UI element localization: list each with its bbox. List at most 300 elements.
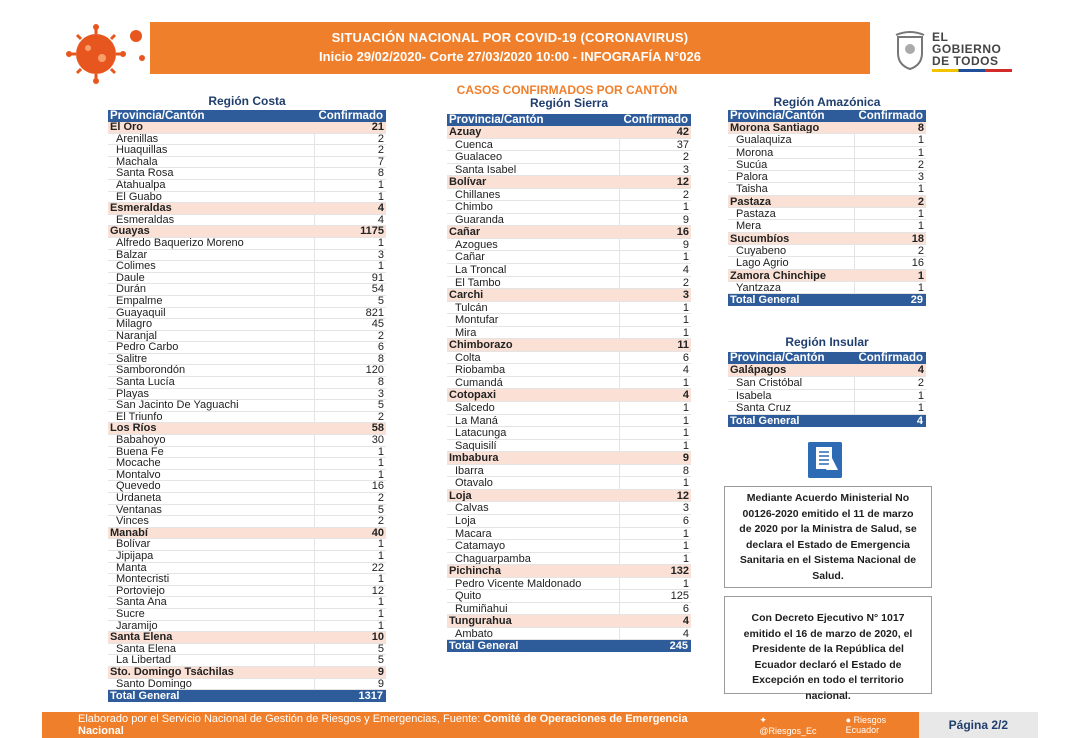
total-value: 4 — [916, 415, 923, 428]
row-name: Imbabura — [449, 452, 499, 464]
row-name: Macara — [455, 527, 492, 540]
row-name: Balzar — [116, 249, 148, 261]
row-value: 1 — [314, 447, 386, 458]
row-value: 8 — [619, 465, 691, 477]
row-name: Chillanes — [455, 188, 501, 201]
row-value: 1 — [314, 458, 386, 469]
row-name: Morona Santiago — [730, 122, 820, 134]
row-value: 4 — [377, 202, 384, 215]
row-value: 1 — [314, 609, 386, 620]
canton-row — [108, 331, 386, 343]
table-insular — [728, 352, 926, 427]
province-row — [447, 490, 691, 503]
row-name: Cotopaxi — [449, 389, 497, 402]
canton-row — [108, 296, 386, 308]
row-name: Santa Lucía — [116, 377, 175, 388]
row-value: 1 — [619, 415, 691, 427]
canton-row — [447, 314, 691, 327]
row-name: Chimborazo — [449, 339, 513, 351]
report-subtitle: Inicio 29/02/2020- Corte 27/03/2020 10:00 - INFOGRAFÍA N°026 — [319, 49, 701, 64]
row-value: 1 — [314, 597, 386, 608]
row-name: Latacunga — [455, 427, 507, 439]
row-name: Santa Isabel — [455, 163, 517, 176]
canton-row — [728, 402, 926, 415]
row-name: Rumiñahui — [455, 602, 508, 615]
canton-row — [447, 327, 691, 340]
row-name: Palora — [736, 171, 768, 183]
row-name: Montecristi — [116, 574, 170, 585]
canton-row — [108, 168, 386, 180]
row-value: 1 — [619, 302, 691, 314]
row-value: 821 — [314, 308, 386, 319]
row-value: 2 — [619, 151, 691, 163]
row-name: Colimes — [116, 261, 156, 272]
canton-row — [108, 365, 386, 377]
canton-row — [108, 389, 386, 401]
canton-row — [108, 481, 386, 493]
table-costa — [108, 110, 386, 702]
twitter-handle[interactable]: ✦ @Riesgos_Ec — [759, 714, 817, 736]
total-value: 29 — [910, 294, 923, 307]
row-value: 1 — [314, 261, 386, 272]
row-name: La Maná — [455, 414, 498, 427]
row-name: San Cristóbal — [736, 376, 803, 389]
row-value: 4 — [619, 628, 691, 640]
row-name: Santa Rosa — [116, 168, 174, 179]
footer-bar — [42, 712, 1038, 738]
total-label: Total General — [730, 294, 800, 307]
row-name: Guayaquil — [116, 307, 166, 319]
province-row — [447, 226, 691, 239]
row-name: Esmeraldas — [116, 214, 175, 226]
row-name: Cañar — [455, 251, 485, 264]
canton-row — [108, 400, 386, 412]
canton-row — [447, 352, 691, 365]
canton-row — [108, 621, 386, 633]
province-row — [108, 632, 386, 644]
row-name: Tungurahua — [449, 615, 512, 627]
province-row — [108, 423, 386, 435]
row-value: 3 — [619, 502, 691, 514]
row-name: Pedro Vicente Maldonado — [455, 577, 582, 590]
row-value: 2 — [854, 159, 926, 170]
row-value: 1 — [619, 528, 691, 540]
row-name: Guaranda — [455, 213, 504, 226]
row-name: Empalme — [116, 295, 163, 307]
row-value: 12 — [314, 586, 386, 597]
row-name: La Libertad — [116, 655, 172, 666]
canton-row — [728, 159, 926, 171]
table-header — [108, 110, 386, 122]
row-name: Cuyabeno — [736, 244, 787, 257]
canton-row — [447, 189, 691, 202]
row-name: Isabela — [736, 389, 772, 402]
row-name: Chaguarpamba — [455, 552, 531, 565]
row-value: 4 — [314, 215, 386, 226]
row-name: Loja — [455, 514, 476, 527]
column-header-value: Confirmado — [623, 114, 688, 126]
row-name: Atahualpa — [116, 179, 166, 191]
row-name: Azuay — [449, 126, 482, 138]
row-value: 1 — [854, 183, 926, 194]
row-name: Urdaneta — [116, 493, 162, 504]
row-value: 2 — [619, 189, 691, 201]
row-value: 9 — [314, 679, 386, 690]
row-value: 45 — [314, 319, 386, 330]
row-value: 1 — [314, 551, 386, 562]
canton-row — [108, 342, 386, 354]
canton-row — [728, 183, 926, 195]
row-name: Gualaquiza — [736, 134, 792, 146]
row-value: 16 — [676, 226, 689, 239]
row-value: 11 — [677, 339, 689, 352]
canton-row — [447, 628, 691, 641]
canton-row — [728, 390, 926, 403]
row-name: Otavalo — [455, 477, 493, 489]
row-value: 9 — [377, 665, 384, 678]
row-value: 125 — [619, 590, 691, 602]
row-name: Salitre — [116, 353, 148, 365]
row-value: 1 — [314, 621, 386, 632]
row-value: 2 — [314, 331, 386, 342]
canton-row — [447, 377, 691, 390]
row-value: 2 — [314, 134, 386, 145]
row-value: 6 — [619, 603, 691, 615]
facebook-icon: ● — [845, 714, 852, 725]
row-name: Pastaza — [730, 195, 771, 208]
row-value: 18 — [911, 232, 924, 245]
region-insular-title: Región Insular — [785, 335, 869, 349]
canton-row — [447, 415, 691, 428]
province-row — [447, 389, 691, 402]
coronavirus-icon — [60, 22, 150, 84]
row-value: 40 — [371, 526, 384, 539]
total-label: Total General — [449, 640, 519, 653]
row-value: 1 — [854, 220, 926, 231]
row-name: Colta — [455, 351, 481, 364]
row-name: Alfredo Baquerizo Moreno — [116, 237, 244, 249]
row-name: San Jacinto De Yaguachi — [116, 400, 239, 411]
row-name: Loja — [449, 489, 472, 502]
canton-row — [447, 139, 691, 152]
row-value: 1 — [619, 402, 691, 414]
row-name: Arenillas — [116, 133, 159, 145]
row-value: 54 — [314, 284, 386, 295]
row-value: 7 — [314, 157, 386, 168]
row-name: Guayas — [110, 226, 150, 237]
canton-row — [108, 180, 386, 192]
row-name: Samborondón — [116, 365, 186, 377]
row-name: Huaquillas — [116, 145, 168, 156]
row-value: 4 — [917, 364, 924, 376]
row-name: Pedro Carbo — [116, 342, 179, 353]
province-row — [728, 233, 926, 245]
canton-row — [108, 412, 386, 424]
row-name: El Tambo — [455, 276, 501, 289]
region-sierra-title: Región Sierra — [529, 96, 609, 110]
row-value: 42 — [676, 126, 689, 138]
row-name: Vinces — [116, 516, 149, 527]
total-value: 245 — [669, 640, 688, 653]
row-name: Bolívar — [116, 539, 151, 550]
canton-row — [447, 402, 691, 415]
row-name: Manta — [116, 562, 147, 574]
note-estado-excepcion: Con Decreto Ejecutivo N° 1017 emitido el 16 de marzo de 2020, el Presidente de la República del Ecuador declaró el Estado de Excepción en todo el territorio nacional. — [724, 596, 932, 694]
row-name: Taisha — [736, 183, 768, 195]
header-banner — [150, 22, 870, 74]
canton-row — [108, 192, 386, 204]
canton-row — [447, 553, 691, 566]
canton-row — [108, 250, 386, 262]
facebook-handle[interactable]: ● Riesgos Ecuador — [845, 714, 887, 735]
row-name: Montufar — [455, 314, 499, 326]
row-value: 91 — [314, 273, 386, 284]
row-name: Esmeraldas — [110, 203, 172, 214]
province-row — [728, 122, 926, 134]
total-label: Total General — [110, 690, 180, 703]
row-name: Salcedo — [455, 402, 495, 414]
row-value: 1 — [619, 578, 691, 590]
column-header-value: Confirmado — [318, 110, 383, 122]
canton-row — [447, 277, 691, 290]
row-value: 1 — [854, 147, 926, 158]
canton-row — [108, 145, 386, 157]
row-value: 1 — [619, 377, 691, 389]
row-name: El Guabo — [116, 191, 162, 203]
row-value: 120 — [314, 365, 386, 376]
row-name: La Troncal — [455, 264, 507, 276]
row-value: 12 — [676, 489, 689, 502]
row-name: Cañar — [449, 226, 481, 238]
column-header-value: Confirmado — [858, 110, 923, 122]
row-name: Riobamba — [455, 364, 506, 376]
canton-row — [728, 257, 926, 269]
canton-row — [728, 282, 926, 294]
row-value: 4 — [619, 264, 691, 276]
total-row — [728, 294, 926, 306]
row-value: 1 — [314, 238, 386, 249]
row-value: 1 — [619, 440, 691, 452]
row-value: 5 — [314, 400, 386, 411]
row-value: 1 — [854, 390, 926, 402]
coat-of-arms-icon — [894, 31, 926, 71]
column-header-name: Provincia/Cantón — [730, 110, 825, 122]
canton-row — [108, 134, 386, 146]
canton-row — [728, 134, 926, 146]
row-name: Durán — [116, 284, 146, 295]
gov-text-2: GOBIERNO — [932, 41, 1002, 56]
table-header — [728, 352, 926, 364]
row-value: 3 — [854, 171, 926, 182]
province-row — [728, 196, 926, 208]
canton-row — [728, 208, 926, 220]
province-row — [108, 122, 386, 134]
province-row — [728, 364, 926, 377]
canton-row — [447, 302, 691, 315]
column-header-name: Provincia/Cantón — [730, 352, 825, 364]
column-header-name: Provincia/Cantón — [449, 114, 544, 126]
row-name: Calvas — [455, 502, 489, 514]
row-value: 132 — [670, 565, 689, 578]
canton-row — [447, 151, 691, 164]
canton-row — [108, 574, 386, 586]
row-value: 1 — [619, 427, 691, 439]
row-value: 30 — [314, 435, 386, 446]
canton-row — [728, 147, 926, 159]
row-name: Carchi — [449, 289, 484, 301]
table-header — [447, 114, 691, 126]
row-value: 1 — [854, 282, 926, 293]
total-value: 1317 — [358, 690, 383, 703]
row-name: Bolívar — [449, 176, 487, 188]
province-row — [447, 126, 691, 139]
row-value: 1 — [314, 180, 386, 191]
row-value: 22 — [314, 563, 386, 574]
row-name: Mera — [736, 220, 762, 232]
table-amazonica — [728, 110, 926, 306]
page-number: Página 2/2 — [919, 712, 1038, 738]
total-label: Total General — [730, 415, 800, 428]
column-header-value: Confirmado — [858, 352, 923, 364]
row-value: 4 — [682, 389, 689, 402]
canton-row — [447, 214, 691, 227]
row-value: 2 — [854, 245, 926, 256]
canton-row — [108, 319, 386, 331]
row-value: 4 — [619, 364, 691, 376]
column-header-name: Provincia/Cantón — [110, 110, 205, 122]
table-sierra — [447, 114, 691, 652]
row-name: Daule — [116, 272, 145, 284]
row-name: Montalvo — [116, 469, 161, 481]
row-name: Playas — [116, 388, 150, 400]
row-name: El Triunfo — [116, 411, 163, 423]
canton-row — [447, 264, 691, 277]
row-value: 2 — [854, 377, 926, 389]
canton-row — [108, 539, 386, 551]
canton-row — [108, 551, 386, 563]
row-value: 2 — [619, 277, 691, 289]
row-value: 1 — [314, 539, 386, 550]
row-value: 3 — [314, 389, 386, 400]
row-name: Buena Fe — [116, 446, 164, 458]
region-amazonica-title: Región Amazónica — [773, 95, 881, 109]
canton-row — [108, 447, 386, 459]
province-row — [447, 565, 691, 578]
canton-row — [108, 586, 386, 598]
canton-row — [108, 273, 386, 285]
province-row — [447, 615, 691, 628]
row-value: 8 — [917, 122, 924, 134]
row-value: 2 — [314, 493, 386, 504]
province-row — [447, 289, 691, 302]
row-value: 1 — [917, 269, 924, 282]
table-header — [728, 110, 926, 122]
document-checklist-icon — [808, 442, 842, 478]
report-title: SITUACIÓN NACIONAL POR COVID-19 (CORONAVIRUS) — [331, 30, 689, 45]
row-value: 1 — [619, 553, 691, 565]
row-value: 9 — [619, 239, 691, 251]
province-row — [728, 270, 926, 282]
total-row — [728, 415, 926, 427]
row-name: Pastaza — [736, 208, 776, 220]
row-value: 3 — [682, 289, 689, 302]
canton-row — [447, 477, 691, 490]
canton-row — [108, 644, 386, 656]
row-value: 8 — [314, 377, 386, 388]
row-name: Mira — [455, 326, 477, 339]
canton-row — [108, 377, 386, 389]
row-value: 6 — [619, 515, 691, 527]
canton-row — [447, 465, 691, 478]
province-row — [108, 667, 386, 679]
canton-row — [447, 515, 691, 528]
row-name: Sto. Domingo Tsáchilas — [110, 666, 234, 678]
row-value: 4 — [682, 615, 689, 628]
row-name: Azogues — [455, 238, 498, 251]
canton-row — [728, 171, 926, 183]
row-value: 5 — [314, 655, 386, 666]
province-row — [447, 176, 691, 189]
row-name: Milagro — [116, 319, 153, 330]
twitter-icon: ✦ — [759, 714, 767, 725]
row-name: Mocache — [116, 458, 161, 469]
footer-credit: Elaborado por el Servicio Nacional de Gestión de Riesgos y Emergencias, Fuente: — [78, 713, 484, 725]
canton-row — [108, 157, 386, 169]
row-value: 2 — [314, 412, 386, 423]
row-value: 37 — [619, 139, 691, 151]
row-value: 1 — [314, 470, 386, 481]
row-value: 58 — [371, 422, 384, 435]
total-row — [108, 690, 386, 702]
canton-row — [728, 220, 926, 232]
row-name: Ventanas — [116, 504, 162, 516]
row-value: 3 — [619, 164, 691, 176]
row-name: Jaramijo — [116, 620, 158, 632]
canton-row — [108, 354, 386, 366]
canton-row — [447, 590, 691, 603]
canton-row — [108, 679, 386, 691]
canton-row — [108, 609, 386, 621]
row-value: 9 — [619, 214, 691, 226]
canton-row — [447, 540, 691, 553]
canton-row — [108, 563, 386, 575]
footer-source: Comité de Operaciones de Emergencia Nacional — [78, 713, 688, 737]
row-value: 12 — [676, 176, 689, 189]
canton-row — [108, 458, 386, 470]
row-name: Sucúa — [736, 158, 768, 171]
row-name: Cumandá — [455, 376, 503, 389]
row-name: El Oro — [110, 122, 144, 133]
canton-row — [447, 528, 691, 541]
row-name: Naranjal — [116, 330, 157, 342]
row-name: Sucre — [116, 608, 145, 620]
canton-row — [447, 201, 691, 214]
row-name: Santa Cruz — [736, 402, 792, 415]
row-name: Pichincha — [449, 565, 501, 577]
row-name: Sucumbíos — [730, 232, 790, 244]
row-value: 1 — [854, 134, 926, 145]
row-value: 1 — [619, 477, 691, 489]
canton-row — [108, 655, 386, 667]
row-name: Morona — [736, 146, 774, 158]
gov-text-1: EL — [932, 29, 949, 44]
canton-row — [108, 238, 386, 250]
canton-row — [447, 364, 691, 377]
canton-row — [108, 597, 386, 609]
row-name: Lago Agrio — [736, 257, 789, 269]
row-value: 2 — [314, 516, 386, 527]
total-row — [447, 640, 691, 652]
